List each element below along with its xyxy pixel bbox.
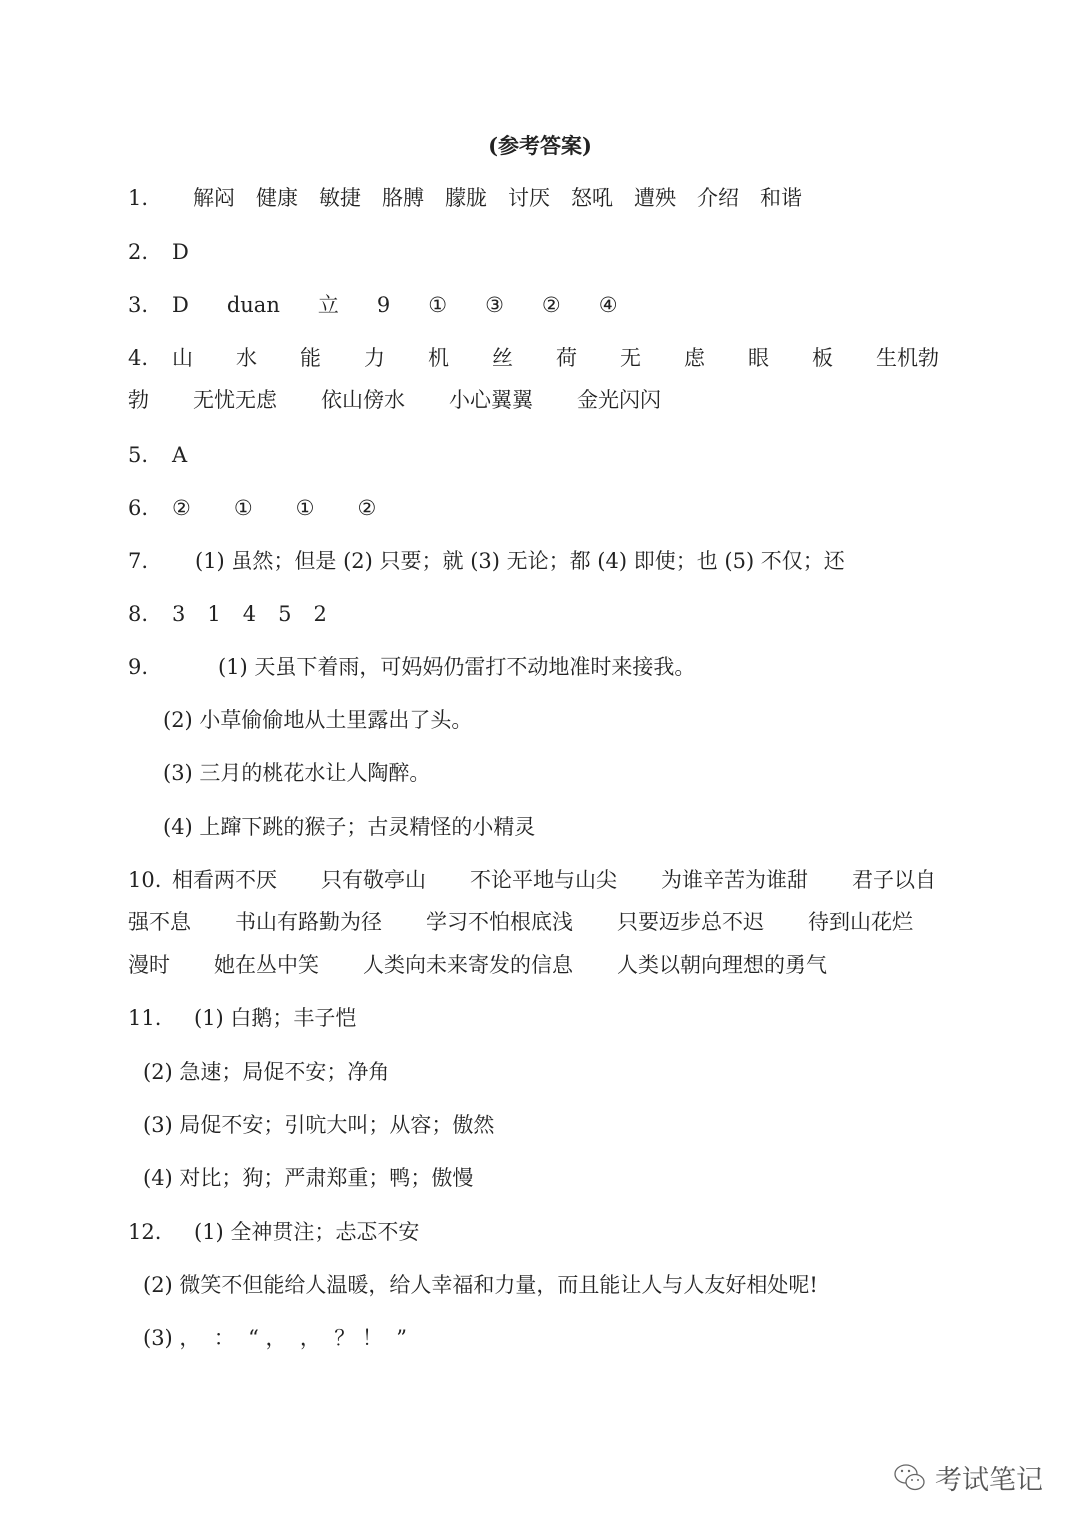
- answer-item: 1: [207, 602, 221, 626]
- question-number: 2.: [128, 240, 149, 264]
- answer-11-sub: (4) 对比；狗；严肃郑重；鸭；傲慢: [143, 1166, 474, 1190]
- answer-10: [128, 866, 936, 894]
- answer-sub: (1) 全神贯注；忐忑不安: [194, 1220, 420, 1244]
- answer-item: 漫时: [128, 953, 170, 977]
- answer-7: [128, 547, 845, 575]
- answer-4: [128, 344, 939, 372]
- answer-item: D: [172, 293, 189, 317]
- answer-item: 勃: [128, 388, 149, 412]
- answer-item: ②: [172, 496, 191, 520]
- answer-item: ②: [541, 293, 561, 317]
- answer-item: 力: [364, 346, 385, 370]
- answer-item: 3: [172, 602, 186, 626]
- answer-11-sub: (3) 局促不安；引吭大叫；从容；傲然: [143, 1113, 495, 1137]
- answer-item: 人类向未来寄发的信息: [363, 953, 573, 977]
- answer-item: 书山有路勤为径: [235, 910, 382, 934]
- answer-item: A: [172, 443, 188, 467]
- question-number: 11.: [128, 1006, 162, 1030]
- answer-item: 学习不怕根底浅: [426, 910, 573, 934]
- answer-item: 讨厌: [508, 186, 550, 210]
- answer-item: 虑: [684, 346, 705, 370]
- answer-9-sub: (4) 上蹿下跳的猴子；古灵精怪的小精灵: [163, 815, 536, 839]
- wechat-icon: [893, 1463, 927, 1493]
- answer-item: 小心翼翼: [449, 388, 533, 412]
- answer-item: 4: [242, 602, 257, 626]
- question-number: 5.: [128, 443, 149, 467]
- answer-item: 遭殃: [634, 186, 676, 210]
- answer-4-cont: [128, 386, 661, 414]
- answer-item: 朦胧: [445, 186, 487, 210]
- answer-item: 强不息: [128, 910, 191, 934]
- question-number: 6.: [128, 496, 149, 520]
- answer-item: 介绍: [697, 186, 739, 210]
- answer-12-sub: (2) 微笑不但能给人温暖，给人幸福和力量，而且能让人与人友好相处呢!: [143, 1273, 818, 1297]
- question-number: 7.: [128, 549, 149, 573]
- answer-item: 只有敬亭山: [321, 868, 426, 892]
- answer-item: 荷: [556, 346, 577, 370]
- answer-item: duan: [226, 293, 280, 317]
- answer-item: 无忧无虑: [193, 388, 277, 412]
- question-number: 3.: [128, 293, 149, 317]
- answer-item: 她在丛中笑: [214, 953, 319, 977]
- answer-1: [128, 184, 802, 212]
- answer-item: (1) 虽然；但是 (2) 只要；就 (3) 无论；都 (4) 即使；也 (5) 不仅；还: [195, 549, 845, 573]
- answer-item: 生机勃: [876, 346, 939, 370]
- answer-item: ①: [233, 496, 253, 520]
- answer-item: 9: [376, 293, 391, 317]
- answer-item: 敏捷: [319, 186, 361, 210]
- answer-item: 待到山花烂: [808, 910, 913, 934]
- answer-10-cont: [128, 951, 827, 979]
- answer-12-sub: (3) ， ： “ ， ， ？ ！ ”: [143, 1326, 407, 1350]
- answer-2: [128, 238, 189, 266]
- answer-item: 金光闪闪: [577, 388, 661, 412]
- answer-item: 立: [317, 293, 339, 317]
- answer-9-sub: (2) 小草偷偷地从土里露出了头。: [163, 708, 473, 732]
- question-number: 9.: [128, 655, 149, 679]
- answer-item: 解闷: [193, 186, 235, 210]
- answer-item: 为谁辛苦为谁甜: [661, 868, 808, 892]
- answer-item: 健康: [256, 186, 298, 210]
- answer-item: 人类以朝向理想的勇气: [617, 953, 827, 977]
- answer-10-cont: [128, 908, 913, 936]
- question-number: 1.: [128, 186, 149, 210]
- answer-11: [128, 1004, 356, 1032]
- answer-11-sub: (2) 急速；局促不安；净角: [143, 1060, 390, 1084]
- answer-item: 山: [172, 346, 193, 370]
- answer-item: 相看两不厌: [172, 868, 277, 892]
- answer-6: [128, 494, 376, 522]
- answer-item: 机: [428, 346, 449, 370]
- answer-sub: (1) 天虽下着雨，可妈妈仍雷打不动地准时来接我。: [218, 655, 696, 679]
- answer-item: D: [172, 240, 189, 264]
- answer-item: ②: [357, 496, 377, 520]
- answer-9: [128, 653, 695, 681]
- answer-item: ①: [428, 293, 448, 317]
- question-number: 10.: [128, 868, 162, 892]
- answer-item: 眼: [748, 346, 769, 370]
- answer-item: ④: [598, 293, 618, 317]
- page-title: (参考答案): [488, 133, 592, 158]
- answer-item: 5: [278, 602, 292, 626]
- answer-5: [128, 441, 187, 469]
- watermark-text: 考试笔记: [935, 1465, 1043, 1496]
- answer-item: ③: [485, 293, 504, 317]
- answer-item: 胳膊: [382, 186, 424, 210]
- question-number: 4.: [128, 346, 149, 370]
- answer-sub: (1) 白鹅；丰子恺: [194, 1006, 357, 1030]
- answer-item: 2: [313, 602, 327, 626]
- answer-9-sub: (3) 三月的桃花水让人陶醉。: [163, 761, 431, 785]
- answer-8: [128, 600, 327, 628]
- answer-item: 和谐: [760, 186, 802, 210]
- question-number: 12.: [128, 1220, 162, 1244]
- answer-item: 君子以自: [852, 868, 936, 892]
- answer-item: 怒吼: [571, 186, 613, 210]
- answer-item: 无: [620, 346, 641, 370]
- answer-3: [128, 291, 618, 319]
- answer-item: 不论平地与山尖: [470, 868, 617, 892]
- answer-item: 能: [300, 346, 321, 370]
- answer-item: 板: [812, 346, 833, 370]
- answer-item: ①: [295, 496, 315, 520]
- answer-12: [128, 1218, 419, 1246]
- answer-item: 丝: [492, 346, 513, 370]
- answer-item: 水: [236, 346, 257, 370]
- question-number: 8.: [128, 602, 149, 626]
- answer-item: 依山傍水: [321, 388, 405, 412]
- answer-item: 只要迈步总不迟: [617, 910, 764, 934]
- watermark: [893, 1458, 1043, 1497]
